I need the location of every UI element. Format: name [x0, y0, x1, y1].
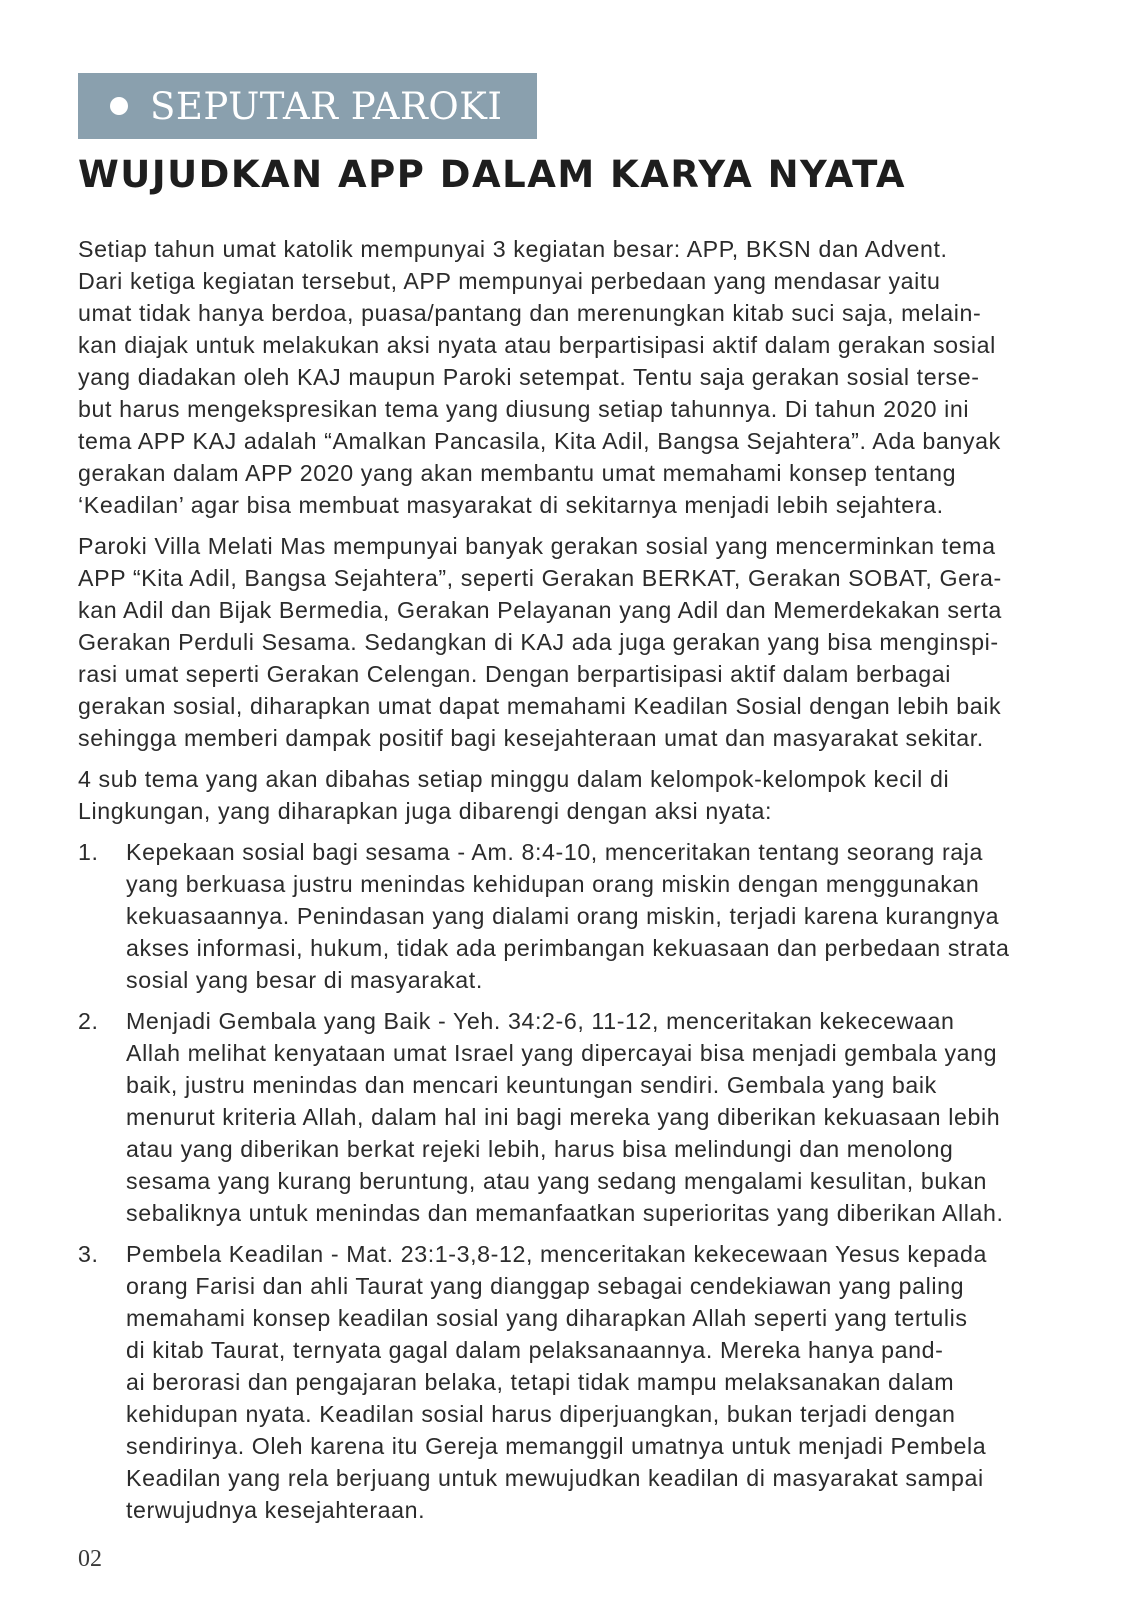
text-line: APP “Kita Adil, Bangsa Sejahtera”, seperti Gerakan BERKAT, Gerakan SOBAT, Gera-	[78, 565, 1002, 591]
paragraph-3	[78, 763, 1058, 827]
text-line: atau yang diberikan berkat rejeki lebih, harus bisa melindungi dan menolong	[126, 1136, 954, 1162]
text-line: sesama yang kurang beruntung, atau yang sedang mengalami kesulitan, bukan	[126, 1168, 988, 1194]
list-item-body	[126, 1005, 1004, 1229]
list-number: 2.	[78, 1008, 99, 1034]
text-line: Paroki Villa Melati Mas mempunyai banyak gerakan sosial yang mencerminkan tema	[78, 533, 996, 559]
text-line: kan Adil dan Bijak Bermedia, Gerakan Pelayanan yang Adil dan Memerdekakan serta	[78, 597, 1002, 623]
text-line: sendirinya. Oleh karena itu Gereja memanggil umatnya untuk menjadi Pembela	[126, 1433, 987, 1459]
bullet-dot-icon	[110, 97, 128, 115]
text-line: baik, justru menindas dan mencari keuntungan sendiri. Gembala yang baik	[126, 1072, 937, 1098]
page-number: 02	[78, 1546, 102, 1572]
text-line: sehingga memberi dampak positif bagi kesejahteraan umat dan masyarakat sekitar.	[78, 725, 984, 751]
text-line: tema APP KAJ adalah “Amalkan Pancasila, Kita Adil, Bangsa Sejahtera”. Ada banyak	[78, 428, 1001, 454]
text-line: menurut kriteria Allah, dalam hal ini bagi mereka yang diberikan kekuasaan lebih	[126, 1104, 1001, 1130]
paragraph-2	[78, 530, 1058, 754]
text-line: terwujudnya kesejahteraan.	[126, 1497, 426, 1523]
text-line: 4 sub tema yang akan dibahas setiap minggu dalam kelompok-kelompok kecil di	[78, 766, 950, 792]
text-line: Menjadi Gembala yang Baik - Yeh. 34:2-6, 11-12, menceritakan kekecewaan	[126, 1008, 955, 1034]
text-line: Pembela Keadilan - Mat. 23:1-3,8-12, menceritakan kekecewaan Yesus kepada	[126, 1241, 988, 1267]
text-line: rasi umat seperti Gerakan Celengan. Dengan berpartisipasi aktif dalam berbagai	[78, 661, 951, 687]
text-line: gerakan sosial, diharapkan umat dapat memahami Keadilan Sosial dengan lebih baik	[78, 693, 1002, 719]
text-line: di kitab Taurat, ternyata gagal dalam pelaksanaannya. Mereka hanya pand-	[126, 1337, 944, 1363]
text-line: memahami konsep keadilan sosial yang diharapkan Allah seperti yang tertulis	[126, 1305, 968, 1331]
text-line: kan diajak untuk melakukan aksi nyata atau berpartisipasi aktif dalam gerakan sosial	[78, 332, 996, 358]
list-item	[78, 1005, 1058, 1229]
text-line: Kepekaan sosial bagi sesama - Am. 8:4-10, menceritakan tentang seorang raja	[126, 839, 984, 865]
text-line: akses informasi, hukum, tidak ada perimbangan kekuasaan dan perbedaan strata	[126, 935, 1010, 961]
text-line: Setiap tahun umat katolik mempunyai 3 kegiatan besar: APP, BKSN dan Advent.	[78, 236, 948, 262]
article-title: WUJUDKAN APP DALAM KARYA NYATA	[78, 153, 907, 196]
list-item-body	[126, 1238, 987, 1526]
text-line: Lingkungan, yang diharapkan juga dibarengi dengan aksi nyata:	[78, 798, 773, 824]
section-tag	[78, 73, 537, 139]
section-label: SEPUTAR PAROKI	[150, 84, 503, 128]
text-line: gerakan dalam APP 2020 yang akan membantu umat memahami konsep tentang	[78, 460, 957, 486]
text-line: yang diadakan oleh KAJ maupun Paroki setempat. Tentu saja gerakan sosial terse-	[78, 364, 980, 390]
text-line: ai berorasi dan pengajaran belaka, tetapi tidak mampu melaksanakan dalam	[126, 1369, 955, 1395]
list-number: 3.	[78, 1241, 99, 1267]
sub-theme-list	[78, 836, 1058, 1526]
text-line: but harus mengekspresikan tema yang diusung setiap tahunnya. Di tahun 2020 ini	[78, 396, 970, 422]
list-item	[78, 836, 1058, 996]
list-item-body	[126, 836, 1009, 996]
text-line: Gerakan Perduli Sesama. Sedangkan di KAJ ada juga gerakan yang bisa menginspi-	[78, 629, 999, 655]
text-line: kekuasaannya. Penindasan yang dialami orang miskin, terjadi karena kurangnya	[126, 903, 1000, 929]
article-body	[78, 233, 1058, 1535]
text-line: ‘Keadilan’ agar bisa membuat masyarakat di sekitarnya menjadi lebih sejahtera.	[78, 492, 944, 518]
list-number: 1.	[78, 839, 99, 865]
list-item	[78, 1238, 1058, 1526]
text-line: sebaliknya untuk menindas dan memanfaatkan superioritas yang diberikan Allah.	[126, 1200, 1004, 1226]
text-line: Keadilan yang rela berjuang untuk mewujudkan keadilan di masyarakat sampai	[126, 1465, 984, 1491]
text-line: yang berkuasa justru menindas kehidupan orang miskin dengan menggunakan	[126, 871, 980, 897]
text-line: sosial yang besar di masyarakat.	[126, 967, 483, 993]
paragraph-1	[78, 233, 1058, 521]
text-line: orang Farisi dan ahli Taurat yang dianggap sebagai cendekiawan yang paling	[126, 1273, 965, 1299]
text-line: kehidupan nyata. Keadilan sosial harus diperjuangkan, bukan terjadi dengan	[126, 1401, 956, 1427]
text-line: Allah melihat kenyataan umat Israel yang dipercayai bisa menjadi gembala yang	[126, 1040, 998, 1066]
text-line: Dari ketiga kegiatan tersebut, APP mempunyai perbedaan yang mendasar yaitu	[78, 268, 941, 294]
text-line: umat tidak hanya berdoa, puasa/pantang dan merenungkan kitab suci saja, melain-	[78, 300, 982, 326]
